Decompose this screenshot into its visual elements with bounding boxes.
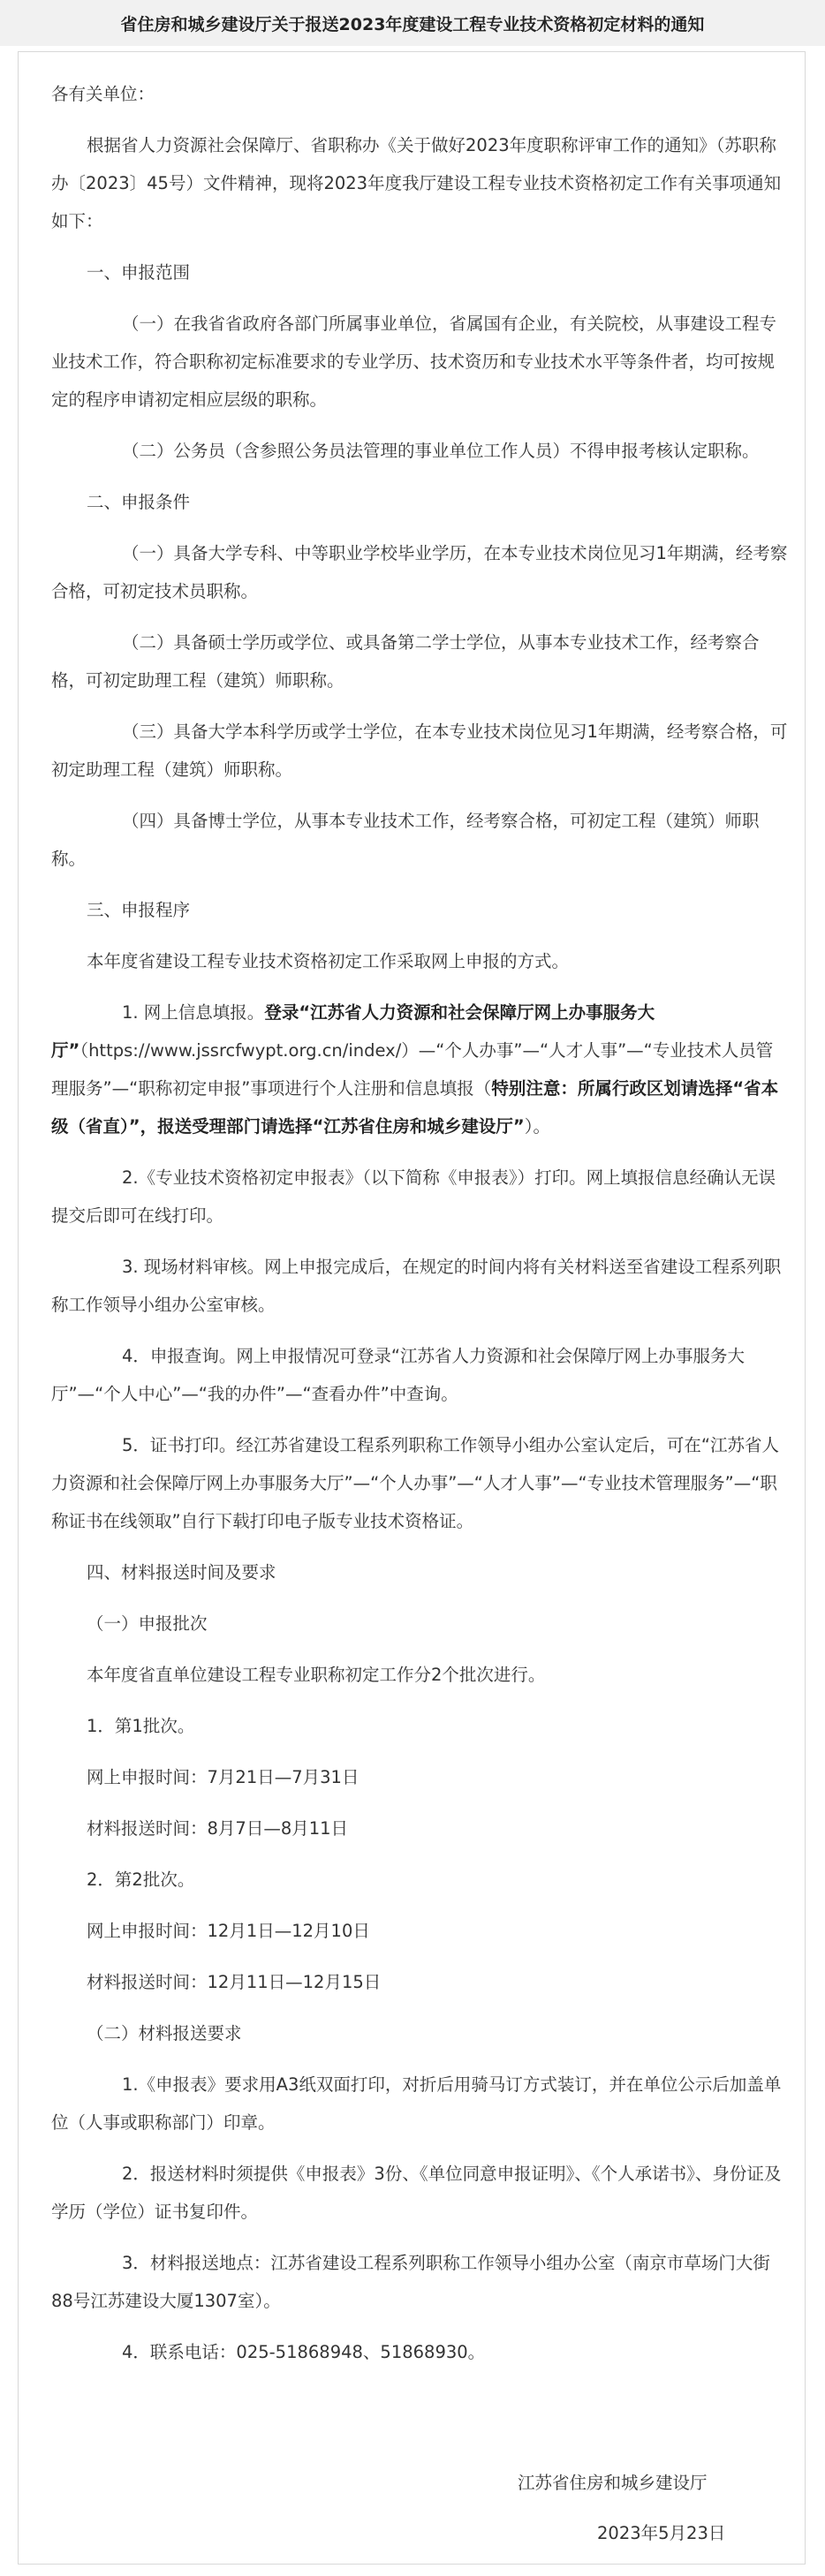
procedure-item-5: 5．证书打印。经江苏省建设工程系列职称工作领导小组办公室认定后，可在“江苏省人力资源和社会保障厅网上办事服务大厅”—“个人办事”—“人才人事”—“专业技术管理服务”—“职称证书在线领取”自行下载打印电子版专业技术资格证。 bbox=[51, 1435, 780, 1531]
signature-date: 2023年5月23日 bbox=[597, 2523, 726, 2543]
procedure-item-1-end: ）。 bbox=[524, 1116, 550, 1137]
batch-intro: 本年度省直单位建设工程专业职称初定工作分2个批次进行。 bbox=[87, 1665, 546, 1685]
procedure-item-1 bbox=[51, 993, 790, 1145]
requirement-1: 1.《申报表》要求用A3纸双面打印，对折后用骑马订方式装订，并在单位公示后加盖单位（人事或职称部门）印章。 bbox=[51, 2074, 782, 2133]
requirement-2: 2．报送材料时须提供《申报表》3份、《单位同意申报证明》、《个人承诺书》、身份证及学历（学位）证书复印件。 bbox=[51, 2164, 782, 2222]
procedure-item-1-bold-notice: 特别注意：所属行政区划请选择“省本级（省直）”，报送受理部门请选择“江苏省住房和城乡建设厅” bbox=[51, 1078, 779, 1137]
signature-organization: 江苏省住房和城乡建设厅 bbox=[518, 2473, 708, 2493]
condition-paragraph-2: （二）具备硕士学历或学位、或具备第二学士学位，从事本专业技术工作，经考察合格，可初定助理工程（建筑）师职称。 bbox=[51, 632, 760, 691]
procedure-item-3: 3. 现场材料审核。网上申报完成后，在规定的时间内将有关材料送至省建设工程系列职称工作领导小组办公室审核。 bbox=[51, 1257, 782, 1315]
condition-paragraph-3: （三）具备大学本科学历或学士学位，在本专业技术岗位见习1年期满，经考察合格，可初定助理工程（建筑）师职称。 bbox=[51, 721, 788, 780]
batch-2-online-time: 网上申报时间：12月1日—12月10日 bbox=[87, 1921, 370, 1941]
salutation: 各有关单位： bbox=[51, 84, 155, 104]
procedure-item-4: 4．申报查询。网上申报情况可登录“江苏省人力资源和社会保障厅网上办事服务大厅”—“个人中心”—“我的办件”—“查看办件”中查询。 bbox=[51, 1346, 746, 1404]
section-heading-scope: 一、申报范围 bbox=[87, 262, 191, 283]
section-heading-conditions: 二、申报条件 bbox=[87, 492, 191, 512]
intro-paragraph: 根据省人力资源社会保障厅、省职称办《关于做好2023年度职称评审工作的通知》（苏职称办〔2023〕45号）文件精神，现将2023年度我厅建设工程专业技术资格初定工作有关事项通知如下： bbox=[51, 135, 782, 231]
procedure-item-1-bold-login: 登录“江苏省人力资源和社会保障厅网上办事服务大厅” bbox=[51, 1002, 655, 1061]
batch-1-material-time: 材料报送时间：8月7日—8月11日 bbox=[87, 1818, 349, 1839]
section-heading-procedure: 三、申报程序 bbox=[87, 900, 191, 920]
procedure-item-2: 2.《专业技术资格初定申报表》（以下简称《申报表》）打印。网上填报信息经确认无误提交后即可在线打印。 bbox=[51, 1167, 776, 1226]
procedure-intro: 本年度省建设工程专业技术资格初定工作采取网上申报的方式。 bbox=[87, 951, 570, 971]
subheading-requirements: （二）材料报送要求 bbox=[87, 2023, 242, 2043]
requirement-4: 4．联系电话：025-51868948、51868930。 bbox=[122, 2342, 486, 2362]
document-body bbox=[51, 75, 790, 2384]
page-title: 省住房和城乡建设厅关于报送2023年度建设工程专业技术资格初定材料的通知 bbox=[0, 0, 825, 46]
batch-2-material-time: 材料报送时间：12月11日—12月15日 bbox=[87, 1972, 382, 1992]
scope-paragraph-2: （二）公务员（含参照公务员法管理的事业单位工作人员）不得申报考核认定职称。 bbox=[122, 441, 760, 461]
procedure-item-1-path: （https://www.jssrcfwypt.org.cn/index/）—“个人办事”—“人才人事”—“专业技术人员管理服务”—“职称初定申报”事项进行个人注册和信息填报（ bbox=[51, 1040, 774, 1099]
batch-1-label: 1．第1批次。 bbox=[87, 1716, 195, 1736]
scope-paragraph-1: （一）在我省省政府各部门所属事业单位，省属国有企业，有关院校，从事建设工程专业技术工作，符合职称初定标准要求的专业学历、技术资历和专业技术水平等条件者，均可按规定的程序申请初定相应层级的职称。 bbox=[51, 314, 777, 410]
requirement-3: 3．材料报送地点：江苏省建设工程系列职称工作领导小组办公室（南京市草场门大街88号江苏建设大厦1307室）。 bbox=[51, 2253, 770, 2311]
section-heading-materials: 四、材料报送时间及要求 bbox=[87, 1562, 276, 1583]
batch-1-online-time: 网上申报时间：7月21日—7月31日 bbox=[87, 1767, 360, 1787]
procedure-item-1-lead: 1. 网上信息填报。 bbox=[122, 1002, 265, 1023]
subheading-batches: （一）申报批次 bbox=[87, 1613, 208, 1634]
batch-2-label: 2．第2批次。 bbox=[87, 1870, 195, 1890]
condition-paragraph-4: （四）具备博士学位，从事本专业技术工作，经考察合格，可初定工程（建筑）师职称。 bbox=[51, 811, 760, 869]
condition-paragraph-1: （一）具备大学专科、中等职业学校毕业学历，在本专业技术岗位见习1年期满，经考察合格，可初定技术员职称。 bbox=[51, 543, 788, 601]
